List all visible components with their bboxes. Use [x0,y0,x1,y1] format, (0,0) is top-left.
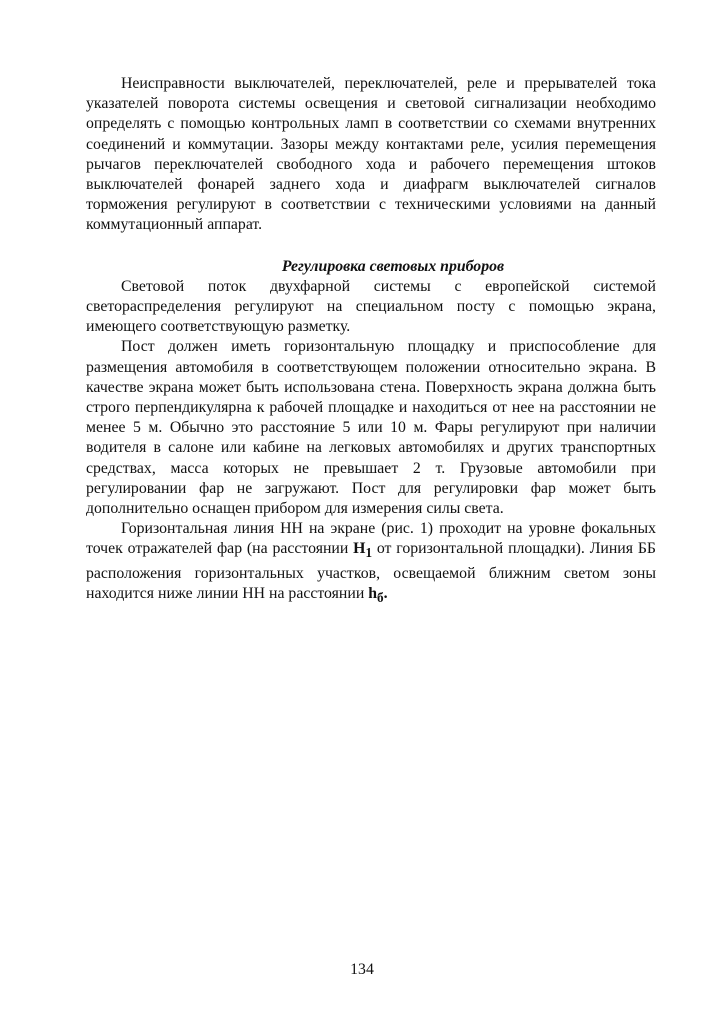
page-body [86,74,656,608]
symbol-hb: $h_б$ [368,585,384,606]
paragraph-switch-faults: Неисправности выключателей, переключателей, реле и прерывателей тока указателей поворота системы освещения и световой сигнализации необходимо определять с помощью контрольных ламп в соответствии со схемами внутренних соединений и коммутации. Зазоры между контактами реле, усилия перемещения рычагов переключателей свободного хода и рабочего перемещения штоков выключателей фонарей заднего хода и диафрагм выключателей сигналов торможения регулируют в соответствии с техническими условиями на данный коммутационный аппарат. [86,75,656,234]
paragraph-text-part: от горизонтальной площадки). Линия ББ расположения горизонтальных участков, освещаемой ближним светом зоны находится ниже линии НН на расстоянии [86,540,656,603]
paragraph-text-part: Горизонтальная линия НН на экране (рис. 1) проходит на уровне фокальных точек отражателей фар (на расстоянии [86,520,656,558]
paragraph-post-requirements: Пост должен иметь горизонтальную площадку и приспособление для размещения автомобиля в соответствующем положении относительно экрана. В качестве экрана может быть использована стена. Поверхность экрана должна быть строго перпендикулярна к рабочей площадке и находиться от нее на расстоянии не менее 5 м. Обычно это расстояние 5 или 10 м. Фары регулируют при наличии водителя в салоне или кабине на легковых автомобилях и других транспортных средствах, масса которых не превышает 2 т. Грузовые автомобили при регулировании фар не загружают. Пост для регулировки фар может быть дополнительно оснащен прибором для измерения силы света. [86,338,656,518]
section-heading: Регулировка световых приборов [281,257,505,275]
paragraph-horizontal-line [86,519,656,608]
symbol-h1: $H_1$ [353,540,373,561]
page-number: 134 [350,961,374,978]
paragraph-text-part: . [383,585,388,603]
paragraph-light-flow: Световой поток двухфарной системы с европейской системой светораспределения регулируют на специальном посту с помощью экрана, имеющего соответствующую разметку. [86,277,656,336]
